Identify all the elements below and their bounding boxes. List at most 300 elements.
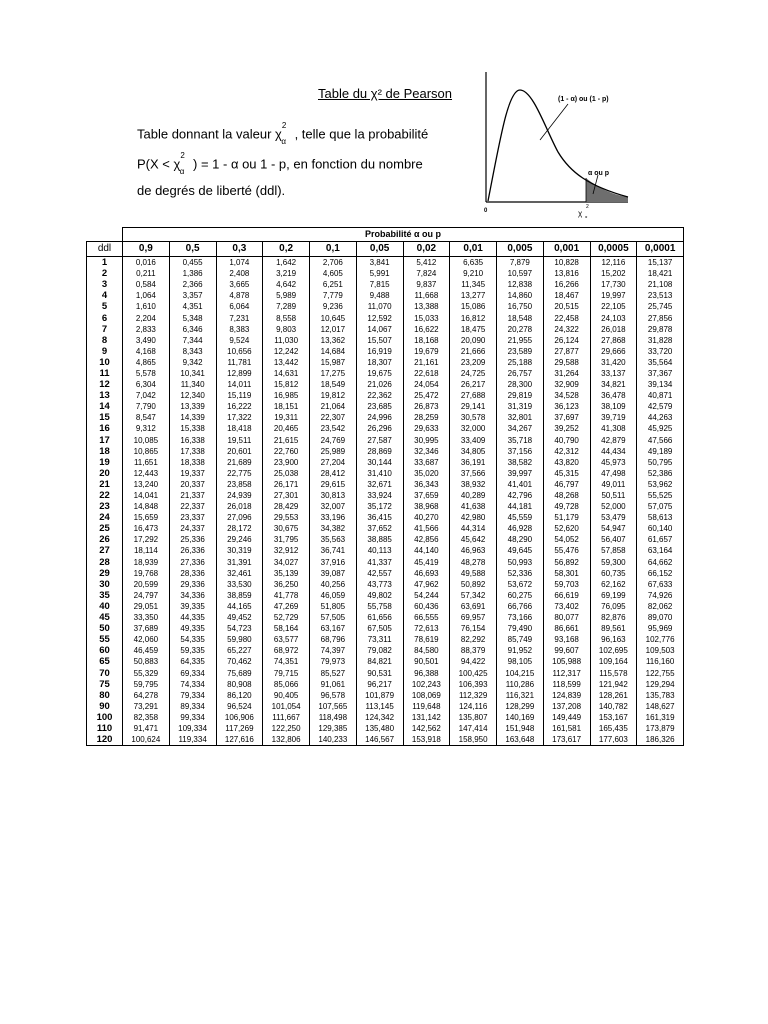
- value-cell: 25,989: [310, 446, 357, 457]
- value-cell: 20,337: [169, 479, 216, 490]
- value-cell: 128,299: [497, 701, 544, 712]
- value-cell: 65,227: [216, 645, 263, 656]
- description-text: Table donnant la valeur: [137, 126, 276, 142]
- value-cell: 147,414: [450, 723, 497, 734]
- value-cell: 22,105: [590, 301, 637, 312]
- value-cell: 108,069: [403, 690, 450, 701]
- value-cell: 16,222: [216, 401, 263, 412]
- value-cell: 135,480: [356, 723, 403, 734]
- value-cell: 29,141: [450, 401, 497, 412]
- value-cell: 52,729: [263, 612, 310, 623]
- table-row: [87, 490, 684, 501]
- value-cell: 7,879: [497, 257, 544, 269]
- value-cell: 29,336: [169, 579, 216, 590]
- value-cell: 109,503: [637, 645, 684, 656]
- value-cell: 63,691: [450, 601, 497, 612]
- value-cell: 35,563: [310, 534, 357, 545]
- value-cell: 26,171: [263, 479, 310, 490]
- value-cell: 57,075: [637, 501, 684, 512]
- value-cell: 13,240: [123, 479, 170, 490]
- value-cell: 11,651: [123, 457, 170, 468]
- value-cell: 37,156: [497, 446, 544, 457]
- value-cell: 58,301: [543, 568, 590, 579]
- value-cell: 80,077: [543, 612, 590, 623]
- value-cell: 91,061: [310, 679, 357, 690]
- value-cell: 15,086: [450, 301, 497, 312]
- value-cell: 34,805: [450, 446, 497, 457]
- table-row: [87, 645, 684, 656]
- value-cell: 0,455: [169, 257, 216, 269]
- value-cell: 46,693: [403, 568, 450, 579]
- probability-caption: Probabilité α ou p: [123, 228, 684, 242]
- value-cell: 13,442: [263, 357, 310, 368]
- value-cell: 14,684: [310, 346, 357, 357]
- value-cell: 11,781: [216, 357, 263, 368]
- value-cell: 40,256: [310, 579, 357, 590]
- value-cell: 19,997: [590, 290, 637, 301]
- value-cell: 9,803: [263, 324, 310, 335]
- value-cell: 45,315: [543, 468, 590, 479]
- ddl-cell: 9: [87, 346, 123, 357]
- value-cell: 44,140: [403, 545, 450, 556]
- value-cell: 5,348: [169, 312, 216, 323]
- value-cell: 96,163: [590, 634, 637, 645]
- table-row: [87, 301, 684, 312]
- value-cell: 163,648: [497, 734, 544, 746]
- value-cell: 19,768: [123, 568, 170, 579]
- value-cell: 54,052: [543, 534, 590, 545]
- value-cell: 78,619: [403, 634, 450, 645]
- value-cell: 38,932: [450, 479, 497, 490]
- value-cell: 122,250: [263, 723, 310, 734]
- value-cell: 9,342: [169, 357, 216, 368]
- table-row: [87, 679, 684, 690]
- value-cell: 22,775: [216, 468, 263, 479]
- value-cell: 46,059: [310, 590, 357, 601]
- value-cell: 23,858: [216, 479, 263, 490]
- value-cell: 52,336: [497, 568, 544, 579]
- column-header: 0,5: [169, 242, 216, 257]
- value-cell: 37,652: [356, 523, 403, 534]
- table-row: [87, 446, 684, 457]
- value-cell: 1,610: [123, 301, 170, 312]
- value-cell: 14,041: [123, 490, 170, 501]
- value-cell: 54,244: [403, 590, 450, 601]
- value-cell: 34,336: [169, 590, 216, 601]
- page-title: Table du χ² de Pearson: [318, 86, 453, 101]
- value-cell: 16,338: [169, 435, 216, 446]
- table-row: [87, 468, 684, 479]
- value-cell: 19,511: [216, 435, 263, 446]
- value-cell: 45,559: [497, 512, 544, 523]
- chi-alpha-symbol: [174, 150, 190, 180]
- value-cell: 18,151: [263, 401, 310, 412]
- value-cell: 121,942: [590, 679, 637, 690]
- value-cell: 90,405: [263, 690, 310, 701]
- value-cell: 122,755: [637, 667, 684, 678]
- table-row: [87, 712, 684, 723]
- value-cell: 12,838: [497, 279, 544, 290]
- value-cell: 25,745: [637, 301, 684, 312]
- value-cell: 28,259: [403, 412, 450, 423]
- column-header: 0,001: [543, 242, 590, 257]
- value-cell: 80,908: [216, 679, 263, 690]
- value-cell: 15,119: [216, 390, 263, 401]
- value-cell: 31,420: [590, 357, 637, 368]
- value-cell: 49,189: [637, 446, 684, 457]
- ddl-cell: 29: [87, 568, 123, 579]
- value-cell: 27,877: [543, 346, 590, 357]
- value-cell: 27,587: [356, 435, 403, 446]
- value-cell: 45,642: [450, 534, 497, 545]
- value-cell: 28,172: [216, 523, 263, 534]
- value-cell: 79,973: [310, 656, 357, 667]
- value-cell: 60,436: [403, 601, 450, 612]
- value-cell: 6,251: [310, 279, 357, 290]
- value-cell: 35,020: [403, 468, 450, 479]
- value-cell: 20,515: [543, 301, 590, 312]
- value-cell: 106,393: [450, 679, 497, 690]
- value-cell: 39,997: [497, 468, 544, 479]
- value-cell: 46,459: [123, 645, 170, 656]
- value-cell: 9,312: [123, 423, 170, 434]
- value-cell: 62,162: [590, 579, 637, 590]
- value-cell: 5,412: [403, 257, 450, 269]
- value-cell: 91,471: [123, 723, 170, 734]
- ddl-cell: 23: [87, 501, 123, 512]
- value-cell: 63,164: [637, 545, 684, 556]
- value-cell: 26,296: [356, 423, 403, 434]
- value-cell: 96,217: [356, 679, 403, 690]
- chi-critical-sup: 2: [586, 204, 589, 210]
- value-cell: 16,812: [450, 312, 497, 323]
- value-cell: 89,561: [590, 623, 637, 634]
- value-cell: 22,760: [263, 446, 310, 457]
- value-cell: 31,264: [543, 368, 590, 379]
- table-row: [87, 457, 684, 468]
- value-cell: 128,261: [590, 690, 637, 701]
- value-cell: 140,782: [590, 701, 637, 712]
- value-cell: 74,351: [263, 656, 310, 667]
- value-cell: 149,449: [543, 712, 590, 723]
- value-cell: 93,168: [543, 634, 590, 645]
- value-cell: 59,795: [123, 679, 170, 690]
- ddl-cell: 75: [87, 679, 123, 690]
- value-cell: 26,757: [497, 368, 544, 379]
- value-cell: 96,578: [310, 690, 357, 701]
- value-cell: 33,924: [356, 490, 403, 501]
- value-cell: 96,524: [216, 701, 263, 712]
- column-header: 0,2: [263, 242, 310, 257]
- value-cell: 2,706: [310, 257, 357, 269]
- value-cell: 14,848: [123, 501, 170, 512]
- value-cell: 46,963: [450, 545, 497, 556]
- value-cell: 68,796: [310, 634, 357, 645]
- value-cell: 50,511: [590, 490, 637, 501]
- value-cell: 16,473: [123, 523, 170, 534]
- value-cell: 11,030: [263, 335, 310, 346]
- value-cell: 41,337: [356, 557, 403, 568]
- value-cell: 23,337: [169, 512, 216, 523]
- ddl-cell: 120: [87, 734, 123, 746]
- density-curve: [488, 90, 628, 201]
- ddl-cell: 25: [87, 523, 123, 534]
- value-cell: 85,066: [263, 679, 310, 690]
- value-cell: 38,859: [216, 590, 263, 601]
- value-cell: 109,164: [590, 656, 637, 667]
- ddl-cell: 50: [87, 623, 123, 634]
- value-cell: 8,383: [216, 324, 263, 335]
- value-cell: 33,137: [590, 368, 637, 379]
- value-cell: 53,672: [497, 579, 544, 590]
- value-cell: 0,584: [123, 279, 170, 290]
- table-row: [87, 667, 684, 678]
- ddl-cell: 12: [87, 379, 123, 390]
- table-row: [87, 590, 684, 601]
- column-header: 0,01: [450, 242, 497, 257]
- value-cell: 39,134: [637, 379, 684, 390]
- value-cell: 42,557: [356, 568, 403, 579]
- value-cell: 38,968: [403, 501, 450, 512]
- value-cell: 47,269: [263, 601, 310, 612]
- value-cell: 50,993: [497, 557, 544, 568]
- value-cell: 40,289: [450, 490, 497, 501]
- table-row: [87, 290, 684, 301]
- value-cell: 17,338: [169, 446, 216, 457]
- value-cell: 25,188: [497, 357, 544, 368]
- ddl-cell: 80: [87, 690, 123, 701]
- value-cell: 112,317: [543, 667, 590, 678]
- value-cell: 153,167: [590, 712, 637, 723]
- chi-square-density-figure: [478, 60, 652, 230]
- value-cell: 32,000: [450, 423, 497, 434]
- value-cell: 55,476: [543, 545, 590, 556]
- value-cell: 42,980: [450, 512, 497, 523]
- value-cell: 44,263: [637, 412, 684, 423]
- value-cell: 58,164: [263, 623, 310, 634]
- value-cell: 84,580: [403, 645, 450, 656]
- value-cell: 5,578: [123, 368, 170, 379]
- value-cell: 11,668: [403, 290, 450, 301]
- value-cell: 32,671: [356, 479, 403, 490]
- value-cell: 27,856: [637, 312, 684, 323]
- value-cell: 24,103: [590, 312, 637, 323]
- value-cell: 161,319: [637, 712, 684, 723]
- value-cell: 112,329: [450, 690, 497, 701]
- value-cell: 129,385: [310, 723, 357, 734]
- value-cell: 26,336: [169, 545, 216, 556]
- table-row: [87, 612, 684, 623]
- value-cell: 146,567: [356, 734, 403, 746]
- value-cell: 36,741: [310, 545, 357, 556]
- value-cell: 16,266: [543, 279, 590, 290]
- column-header: 0,02: [403, 242, 450, 257]
- value-cell: 26,217: [450, 379, 497, 390]
- value-cell: 54,723: [216, 623, 263, 634]
- value-cell: 27,301: [263, 490, 310, 501]
- value-cell: 39,087: [310, 568, 357, 579]
- value-cell: 44,165: [216, 601, 263, 612]
- value-cell: 11,340: [169, 379, 216, 390]
- value-cell: 32,007: [310, 501, 357, 512]
- value-cell: 51,805: [310, 601, 357, 612]
- value-cell: 14,631: [263, 368, 310, 379]
- value-cell: 10,865: [123, 446, 170, 457]
- value-cell: 4,865: [123, 357, 170, 368]
- chi-square-table: [86, 227, 684, 746]
- value-cell: 35,139: [263, 568, 310, 579]
- value-cell: 14,067: [356, 324, 403, 335]
- value-cell: 37,659: [403, 490, 450, 501]
- ddl-cell: 20: [87, 468, 123, 479]
- value-cell: 127,616: [216, 734, 263, 746]
- value-cell: 33,687: [403, 457, 450, 468]
- value-cell: 23,589: [497, 346, 544, 357]
- value-cell: 6,304: [123, 379, 170, 390]
- value-cell: 100,425: [450, 667, 497, 678]
- value-cell: 118,498: [310, 712, 357, 723]
- value-cell: 28,869: [356, 446, 403, 457]
- value-cell: 66,766: [497, 601, 544, 612]
- value-cell: 37,916: [310, 557, 357, 568]
- value-cell: 13,816: [543, 268, 590, 279]
- chi-sup: 2: [281, 121, 287, 130]
- value-cell: 45,925: [637, 423, 684, 434]
- value-cell: 10,597: [497, 268, 544, 279]
- value-cell: 66,152: [637, 568, 684, 579]
- value-cell: 76,154: [450, 623, 497, 634]
- value-cell: 90,501: [403, 656, 450, 667]
- value-cell: 44,181: [497, 501, 544, 512]
- value-cell: 46,928: [497, 523, 544, 534]
- chi-sub: α: [179, 166, 185, 176]
- table-row: [87, 368, 684, 379]
- value-cell: 31,795: [263, 534, 310, 545]
- value-cell: 50,883: [123, 656, 170, 667]
- value-cell: 29,588: [543, 357, 590, 368]
- value-cell: 10,656: [216, 346, 263, 357]
- value-cell: 12,242: [263, 346, 310, 357]
- table-row: [87, 335, 684, 346]
- value-cell: 10,085: [123, 435, 170, 446]
- value-cell: 39,335: [169, 601, 216, 612]
- table-row: [87, 435, 684, 446]
- value-cell: 37,367: [637, 368, 684, 379]
- value-cell: 33,409: [450, 435, 497, 446]
- value-cell: 23,209: [450, 357, 497, 368]
- value-cell: 2,366: [169, 279, 216, 290]
- value-cell: 63,167: [310, 623, 357, 634]
- value-cell: 102,243: [403, 679, 450, 690]
- value-cell: 9,210: [450, 268, 497, 279]
- value-cell: 10,341: [169, 368, 216, 379]
- value-cell: 45,973: [590, 457, 637, 468]
- value-cell: 26,124: [543, 335, 590, 346]
- value-cell: 73,166: [497, 612, 544, 623]
- value-cell: 7,779: [310, 290, 357, 301]
- value-cell: 17,275: [310, 368, 357, 379]
- value-cell: 7,815: [356, 279, 403, 290]
- value-cell: 22,458: [543, 312, 590, 323]
- value-cell: 59,703: [543, 579, 590, 590]
- value-cell: 49,588: [450, 568, 497, 579]
- ddl-cell: 90: [87, 701, 123, 712]
- value-cell: 27,868: [590, 335, 637, 346]
- value-cell: 137,208: [543, 701, 590, 712]
- value-cell: 25,336: [169, 534, 216, 545]
- value-cell: 24,725: [450, 368, 497, 379]
- value-cell: 73,291: [123, 701, 170, 712]
- value-cell: 135,783: [637, 690, 684, 701]
- value-cell: 7,344: [169, 335, 216, 346]
- ddl-header: ddl: [87, 242, 123, 257]
- value-cell: 42,879: [590, 435, 637, 446]
- value-cell: 47,566: [637, 435, 684, 446]
- value-cell: 23,900: [263, 457, 310, 468]
- value-cell: 34,528: [543, 390, 590, 401]
- value-cell: 23,542: [310, 423, 357, 434]
- table-row: [87, 401, 684, 412]
- value-cell: 48,268: [543, 490, 590, 501]
- value-cell: 44,434: [590, 446, 637, 457]
- chi-critical-label: χ: [578, 209, 583, 218]
- value-cell: 21,337: [169, 490, 216, 501]
- value-cell: 18,421: [637, 268, 684, 279]
- value-cell: 18,418: [216, 423, 263, 434]
- value-cell: 8,558: [263, 312, 310, 323]
- value-cell: 36,250: [263, 579, 310, 590]
- value-cell: 53,479: [590, 512, 637, 523]
- value-cell: 74,397: [310, 645, 357, 656]
- value-cell: 124,839: [543, 690, 590, 701]
- value-cell: 47,962: [403, 579, 450, 590]
- value-cell: 41,401: [497, 479, 544, 490]
- value-cell: 86,661: [543, 623, 590, 634]
- table-row: [87, 734, 684, 746]
- value-cell: 49,728: [543, 501, 590, 512]
- value-cell: 31,391: [216, 557, 263, 568]
- value-cell: 5,991: [356, 268, 403, 279]
- value-cell: 31,828: [637, 335, 684, 346]
- table-row: [87, 557, 684, 568]
- description: [137, 120, 467, 201]
- value-cell: 38,885: [356, 534, 403, 545]
- value-cell: 48,290: [497, 534, 544, 545]
- value-cell: 49,802: [356, 590, 403, 601]
- value-cell: 49,011: [590, 479, 637, 490]
- value-cell: 52,000: [590, 501, 637, 512]
- value-cell: 29,615: [310, 479, 357, 490]
- value-cell: 51,179: [543, 512, 590, 523]
- value-cell: 82,358: [123, 712, 170, 723]
- ddl-cell: 110: [87, 723, 123, 734]
- value-cell: 10,645: [310, 312, 357, 323]
- value-cell: 59,980: [216, 634, 263, 645]
- value-cell: 67,505: [356, 623, 403, 634]
- value-cell: 101,054: [263, 701, 310, 712]
- value-cell: 27,096: [216, 512, 263, 523]
- value-cell: 75,689: [216, 667, 263, 678]
- area-label: (1 - α) ou (1 - p): [558, 96, 609, 103]
- value-cell: 24,797: [123, 590, 170, 601]
- chi-letter: χ: [173, 156, 181, 172]
- value-cell: 33,196: [310, 512, 357, 523]
- value-cell: 73,402: [543, 601, 590, 612]
- value-cell: 7,790: [123, 401, 170, 412]
- table-row: [87, 512, 684, 523]
- ddl-cell: 70: [87, 667, 123, 678]
- value-cell: 34,382: [310, 523, 357, 534]
